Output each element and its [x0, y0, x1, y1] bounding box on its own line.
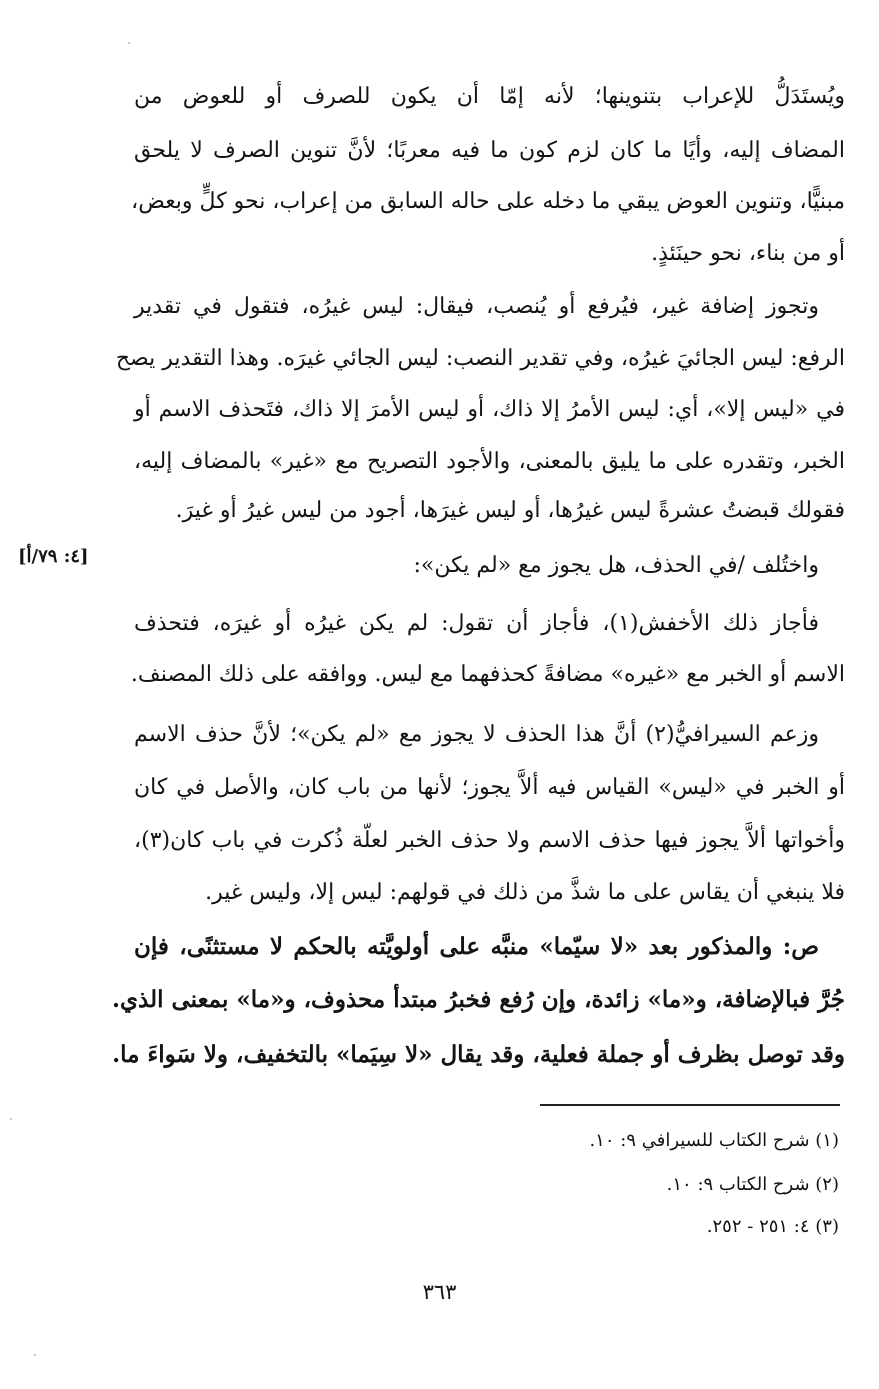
- matn-line-2: جُرَّ فبالإضافة، و«ما» زائدة، وإن رُفع فخبرُ مبتدأ محذوف، و«ما» بمعنى الذي.: [111, 986, 845, 1013]
- body-line-10: واختُلف /في الحذف، هل يجوز مع «لم يكن»:: [413, 553, 819, 578]
- footnote-separator: [540, 1104, 840, 1106]
- footnote-2: (٢) شرح الكتاب ٩: ١٠.: [666, 1174, 839, 1195]
- body-line-14: أو الخبر في «ليس» القياس فيه ألاَّ يجوز؛ لأنها من باب كان، والأصل في كان: [134, 775, 845, 800]
- body-line-3: مبنيًّا، وتنوين العوض يبقي ما دخله على حاله السابق من إعراب، نحو كلٍّ وبعض،: [131, 189, 845, 214]
- matn-line-3: وقد توصل بظرف أو جملة فعلية، وقد يقال «لا سِيَما» بالتخفيف، ولا سَواءَ ما.: [112, 1041, 845, 1068]
- body-line-7: في «ليس إلا»، أي: ليس الأمرُ إلا ذاك، أو ليس الأمرَ إلا ذاك، فتَحذف الاسم أو: [134, 397, 845, 422]
- body-line-13: وزعم السيرافيُّ(٢) أنَّ هذا الحذف لا يجوز مع «لم يكن»؛ لأنَّ حذف الاسم: [134, 722, 819, 747]
- page-number: ٣٦٣: [422, 1280, 457, 1304]
- scan-speck: [128, 42, 130, 44]
- scan-speck: [10, 1118, 12, 1120]
- body-line-12: الاسم أو الخبر مع «غيره» مضافةً كحذفهما مع ليس. ووافقه على ذلك المصنف.: [130, 662, 845, 687]
- manuscript-folio-reference: [٤: ٧٩/أ]: [18, 546, 89, 567]
- matn-line-1: ص: والمذكور بعد «لا سيّما» منبَّه على أولويَّته بالحكم لا مستثنًى، فإن: [134, 933, 819, 960]
- body-line-6: الرفع: ليس الجائيَ غيرُه، وفي تقدير النصب: ليس الجائي غيرَه. وهذا التقدير يصح: [115, 346, 845, 371]
- body-line-11: فأجاز ذلك الأخفش(١)، فأجاز أن تقول: لم يكن غيرُه أو غيرَه، فتحذف: [134, 611, 819, 636]
- scan-speck: [34, 1354, 36, 1356]
- body-line-4: أو من بناء، نحو حينَئذٍ.: [651, 241, 845, 266]
- body-line-9: فقولك قبضتُ عشرةً ليس غيرُها، أو ليس غيرَها، أجود من ليس غيرُ أو غيرَ.: [175, 498, 845, 523]
- body-line-15: وأخواتها ألاَّ يجوز فيها حذف الاسم ولا حذف الخبر لعلّة ذُكرت في باب كان(٣)،: [134, 828, 845, 853]
- footnote-3: (٣) ٤: ٢٥١ - ٢٥٢.: [706, 1216, 839, 1237]
- body-line-16: فلا ينبغي أن يقاس على ما شذَّ من ذلك في قولهم: ليس إلا، وليس غير.: [205, 880, 845, 905]
- footnote-1: (١) شرح الكتاب للسيرافي ٩: ١٠.: [589, 1130, 839, 1151]
- body-line-5: وتجوز إضافة غير، فيُرفع أو يُنصب، فيقال: ليس غيرُه، فتقول في تقدير: [134, 294, 819, 319]
- body-line-1: ويُستَدَلُّ للإعراب بتنوينها؛ لأنه إمّا أن يكون للصرف أو للعوض من: [134, 84, 845, 109]
- body-line-8: الخبر، وتقدره على ما يليق بالمعنى، والأجود التصريح مع «غير» بالمضاف إليه،: [134, 449, 845, 474]
- body-line-2: المضاف إليه، وأيًا ما كان لزم كون ما فيه معربًا؛ لأنَّ تنوين الصرف لا يلحق: [134, 138, 845, 163]
